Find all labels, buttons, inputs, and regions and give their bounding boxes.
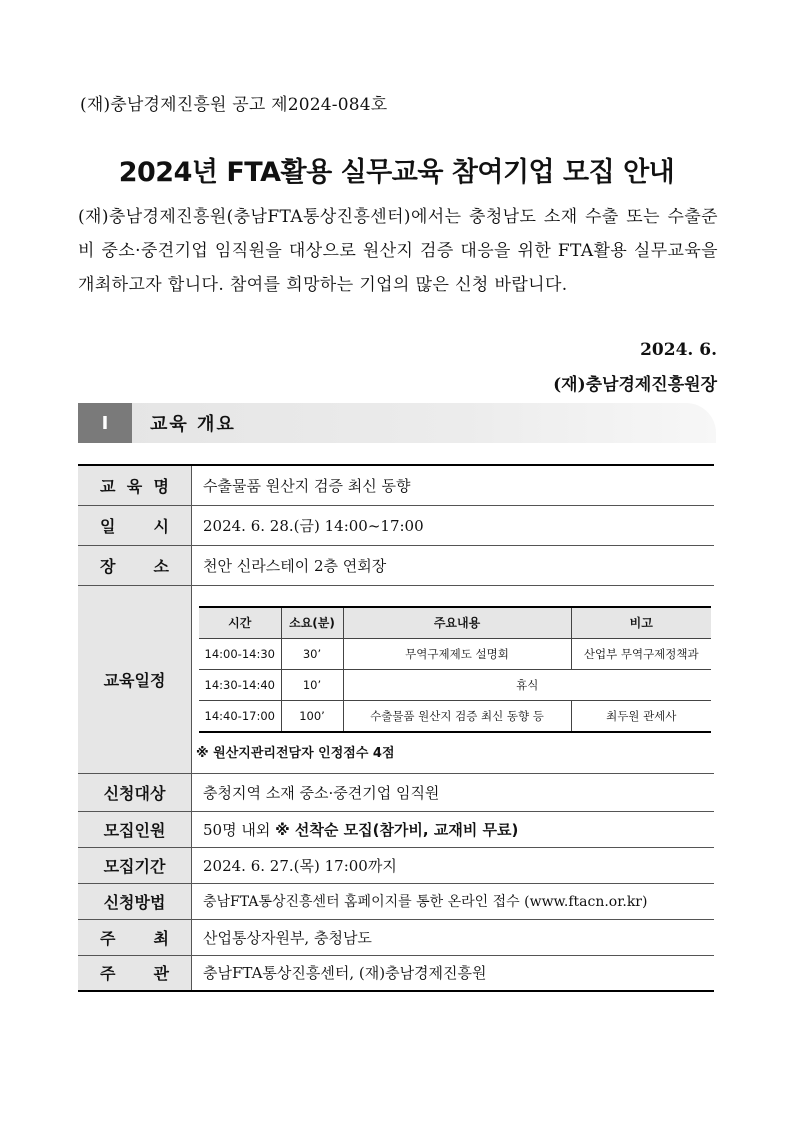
value-period: 2024. 6. 27.(목) 17:00까지 xyxy=(192,847,715,883)
schedule-time: 14:30-14:40 xyxy=(199,669,281,700)
row-datetime xyxy=(78,505,714,545)
schedule-time: 14:00-14:30 xyxy=(199,638,281,669)
schedule-row xyxy=(199,700,711,732)
schedule-content: 무역구제제도 설명회 xyxy=(343,638,571,669)
schedule-content: 수출물품 원산지 검증 최신 동향 등 xyxy=(343,700,571,732)
row-place xyxy=(78,545,714,585)
value-method: 충남FTA통상진흥센터 홈페이지를 통한 온라인 접수 (www.ftacn.or.kr) xyxy=(192,883,715,919)
schedule-note: 최두원 관세사 xyxy=(571,700,711,732)
row-target xyxy=(78,773,714,811)
intro-paragraph: (재)충남경제진흥원(충남FTA통상진흥센터)에서는 충청남도 소재 수출 또는 수출준비 중소·중견기업 임직원을 대상으로 원산지 검증 대응을 위한 FTA활용 실무교육을 개최하고자 합니다. 참여를 희망하는 기업의 많은 신청 바랍니다. xyxy=(78,207,718,295)
label-host: 주 최 xyxy=(78,919,192,955)
announcement-date: 2024. 6. xyxy=(640,340,717,360)
row-capacity xyxy=(78,811,714,847)
value-host: 산업통상자원부, 충청남도 xyxy=(192,919,715,955)
schedule-note: 산업부 무역구제정책과 xyxy=(571,638,711,669)
schedule-duration: 100’ xyxy=(281,700,343,732)
schedule-row xyxy=(199,669,711,700)
schedule-header-time: 시간 xyxy=(199,607,281,639)
schedule-duration: 10’ xyxy=(281,669,343,700)
label-target: 신청대상 xyxy=(78,773,192,811)
value-capacity xyxy=(192,811,715,847)
schedule-footnote: ※ 원산지관리전담자 인정점수 4점 xyxy=(196,745,395,761)
label-method: 신청방법 xyxy=(78,883,192,919)
label-place: 장 소 xyxy=(78,545,192,585)
value-datetime: 2024. 6. 28.(금) 14:00~17:00 xyxy=(192,505,715,545)
value-organizer: 충남FTA통상진흥센터, (재)충남경제진흥원 xyxy=(192,955,715,991)
label-datetime: 일 시 xyxy=(78,505,192,545)
document-title: 2024년 FTA활용 실무교육 참여기업 모집 안내 xyxy=(118,157,675,188)
row-method xyxy=(78,883,714,919)
section-number: Ⅰ xyxy=(78,403,132,443)
schedule-row xyxy=(199,638,711,669)
schedule-time: 14:40-17:00 xyxy=(199,700,281,732)
value-schedule xyxy=(192,585,715,773)
issuer-name: (재)충남경제진흥원장 xyxy=(553,375,717,395)
row-host xyxy=(78,919,714,955)
value-place: 천안 신라스테이 2층 연회장 xyxy=(192,545,715,585)
label-capacity: 모집인원 xyxy=(78,811,192,847)
value-course: 수출물품 원산지 검증 최신 동향 xyxy=(192,465,715,505)
label-course: 교 육 명 xyxy=(78,465,192,505)
row-period xyxy=(78,847,714,883)
schedule-table xyxy=(199,606,711,733)
value-target: 충청지역 소재 중소·중견기업 임직원 xyxy=(192,773,715,811)
schedule-header-content: 주요내용 xyxy=(343,607,571,639)
schedule-content: 휴식 xyxy=(343,669,711,700)
capacity-count: 50명 내외 xyxy=(203,820,271,839)
schedule-header-note: 비고 xyxy=(571,607,711,639)
label-organizer: 주 관 xyxy=(78,955,192,991)
overview-table xyxy=(78,464,714,992)
label-schedule: 교육일정 xyxy=(78,585,192,773)
row-course xyxy=(78,465,714,505)
section-header xyxy=(78,403,716,443)
capacity-note: ※ 선착순 모집(참가비, 교재비 무료) xyxy=(275,820,519,839)
label-period: 모집기간 xyxy=(78,847,192,883)
section-title: 교육 개요 xyxy=(150,414,236,435)
schedule-header-row xyxy=(199,607,711,639)
row-organizer xyxy=(78,955,714,991)
notice-number: (재)충남경제진흥원 공고 제2024-084호 xyxy=(80,95,388,115)
row-schedule xyxy=(78,585,714,773)
schedule-header-duration: 소요(분) xyxy=(281,607,343,639)
schedule-duration: 30’ xyxy=(281,638,343,669)
